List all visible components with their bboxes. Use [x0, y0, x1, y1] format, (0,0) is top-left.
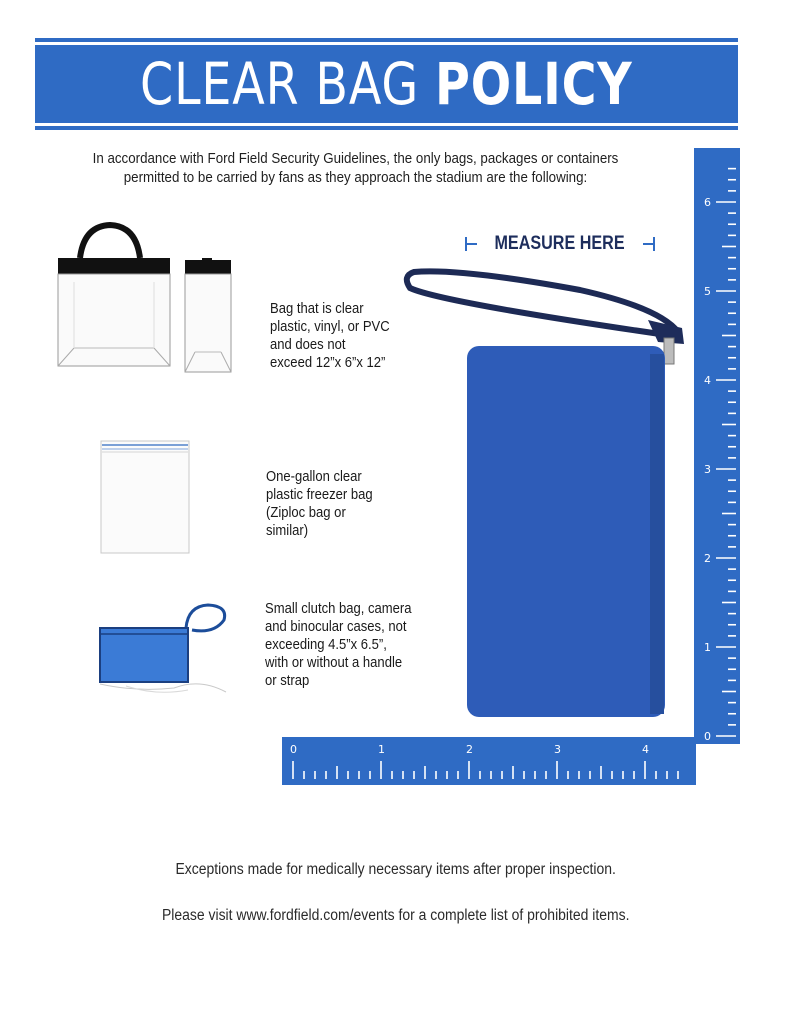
item-ziploc-text — [266, 468, 384, 540]
ruler-label: 1 — [704, 641, 711, 654]
item-line: (Ziploc bag or — [266, 505, 346, 521]
measure-bar-right — [643, 243, 655, 245]
ruler-label: 0 — [290, 743, 297, 756]
item-line: Bag that is clear — [270, 301, 364, 317]
horizontal-ruler — [282, 737, 696, 785]
ruler-label: 2 — [466, 743, 473, 756]
item-clear-bag-text — [270, 300, 403, 372]
intro-text — [48, 150, 663, 188]
visit-note — [0, 907, 791, 925]
item-line: Small clutch bag, camera — [265, 601, 412, 617]
intro-line-1: In accordance with Ford Field Security Guidelines, the only bags, packages or containers — [92, 151, 619, 167]
ruler-label: 4 — [704, 374, 711, 387]
ruler-label: 3 — [704, 463, 711, 476]
measure-label: MEASURE HERE — [494, 233, 626, 254]
policy-banner — [35, 38, 738, 130]
intro-line-2: permitted to be carried by fans as they approach the stadium are the following: — [123, 170, 588, 186]
item-line: and binocular cases, not — [265, 619, 407, 635]
title-light: CLEAR BAG — [140, 50, 436, 118]
vertical-ruler — [694, 148, 740, 744]
ruler-label: 6 — [704, 196, 711, 209]
title-bold: POLICY — [435, 50, 633, 118]
clear-tote-bag-icon — [52, 220, 237, 380]
large-clutch-icon — [400, 262, 690, 724]
item-line: similar) — [266, 523, 309, 539]
item-line: or strap — [265, 673, 310, 689]
ruler-label: 1 — [378, 743, 385, 756]
item-line: One-gallon clear — [266, 469, 362, 485]
item-line: plastic, vinyl, or PVC — [270, 319, 390, 335]
exceptions-note — [0, 861, 791, 879]
clutch-bag-icon — [96, 600, 236, 700]
ziploc-bag-icon — [100, 440, 192, 556]
item-line: with or without a handle — [265, 655, 403, 671]
page-title — [140, 50, 633, 118]
measure-here — [465, 230, 655, 258]
item-line: exceeding 4.5”x 6.5”, — [265, 637, 387, 653]
ruler-label: 0 — [704, 730, 711, 743]
visit-text: Please visit www.fordfield.com/events for a complete list of prohibited items. — [161, 907, 630, 924]
ruler-label: 2 — [704, 552, 711, 565]
ruler-label: 5 — [704, 285, 711, 298]
exceptions-text: Exceptions made for medically necessary items after proper inspection. — [175, 861, 616, 878]
ruler-label: 4 — [642, 743, 649, 756]
measure-bar-left — [465, 243, 477, 245]
ruler-label: 3 — [554, 743, 561, 756]
item-line: exceed 12”x 6”x 12” — [270, 355, 386, 371]
item-line: plastic freezer bag — [266, 487, 373, 503]
item-line: and does not — [270, 337, 346, 353]
